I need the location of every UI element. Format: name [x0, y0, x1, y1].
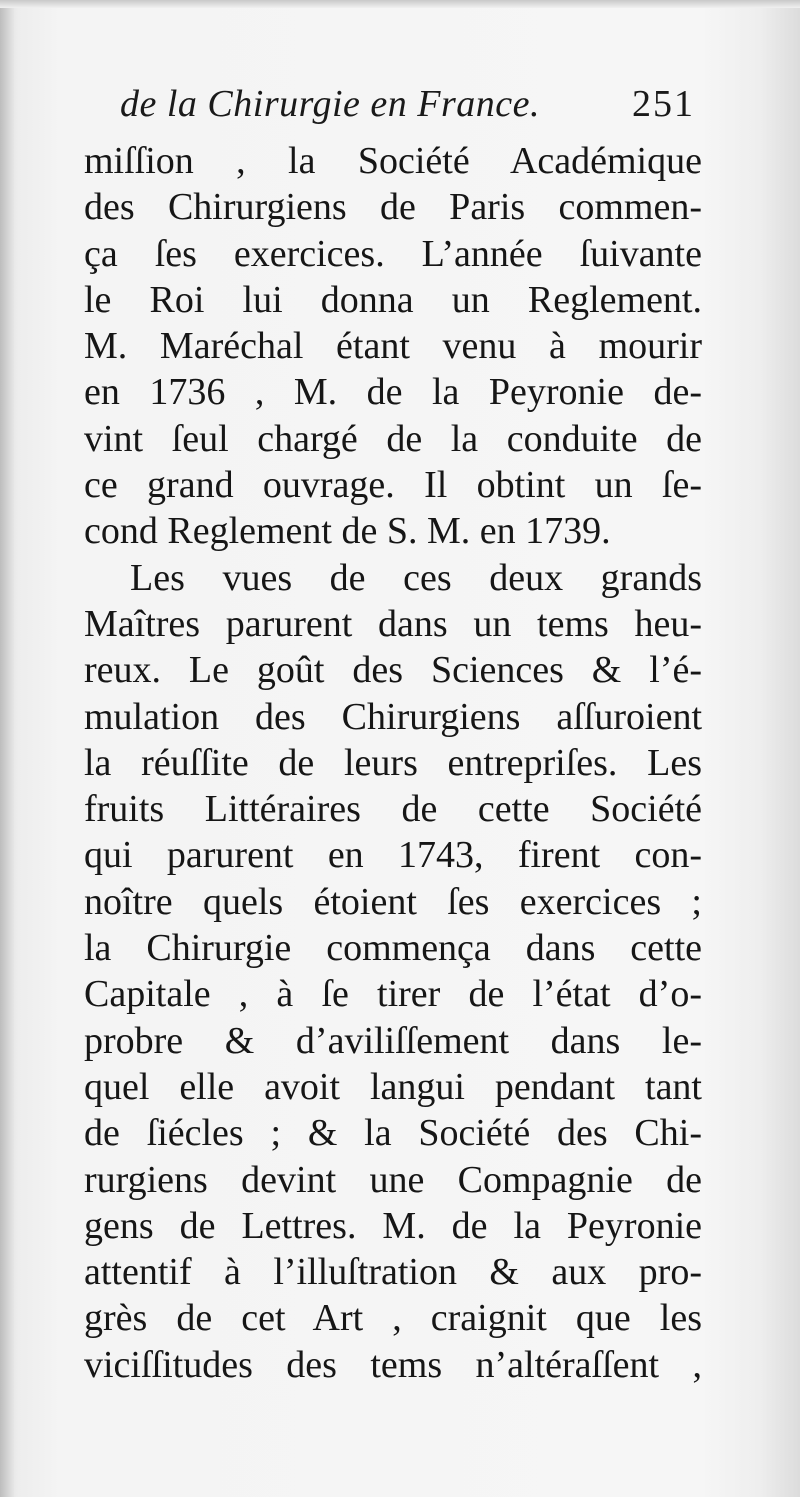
text-line: le Roi lui donna un Reglement.: [84, 278, 702, 321]
text-line: attentif à l’illuſtration & aux pro-: [84, 1251, 702, 1294]
text-line: ce grand ouvrage. Il obtint un ſe-: [84, 464, 702, 507]
text-line: Capitale , à ſe tirer de l’état d’o-: [84, 973, 702, 1016]
page-number: 251: [632, 83, 695, 125]
text-line: noître quels étoient ſes exercices ;: [84, 880, 702, 923]
text-line: M. Maréchal étant venu à mourir: [84, 325, 702, 368]
text-line: vint ſeul chargé de la conduite de: [84, 417, 702, 460]
text-line: la Chirurgie commença dans cette: [84, 927, 702, 970]
text-line: fruits Littéraires de cette Société: [84, 788, 702, 831]
text-line: des Chirurgiens de Paris commen-: [84, 186, 702, 229]
text-line: de ſiécles ; & la Société des Chi-: [84, 1112, 702, 1155]
running-head: [120, 82, 695, 134]
text-line: rurgiens devint une Compagnie de: [84, 1158, 702, 1201]
text-line: la réuſſite de leurs entrepriſes. Les: [84, 741, 702, 784]
text-line: reux. Le goût des Sciences & l’é-: [84, 649, 702, 692]
text-line: cond Reglement de S. M. en 1739.: [84, 510, 611, 553]
text-line: qui parurent en 1743, firent con-: [84, 834, 702, 877]
body-text: [84, 138, 702, 1388]
paragraph-first-line: Les vues de ces deux grands: [130, 556, 702, 599]
page-top-shadow: [0, 0, 800, 8]
text-line: en 1736 , M. de la Peyronie de-: [84, 371, 702, 414]
running-title: de la Chirurgie en France.: [120, 83, 541, 125]
text-line: probre & d’aviliſſement dans le-: [84, 1019, 702, 1062]
text-line: quel elle avoit langui pendant tant: [84, 1065, 702, 1108]
text-line: grès de cet Art , craignit que les: [84, 1297, 702, 1340]
text-line: ça ſes exercices. L’année ſuivante: [84, 232, 702, 275]
page-edge-shadow: [0, 0, 14, 1497]
text-line: miſſion , la Société Académique: [84, 140, 702, 182]
text-line: viciſſitudes des tems n’altéraſſent ,: [84, 1343, 702, 1386]
text-line: Maîtres parurent dans un tems heu-: [84, 602, 702, 645]
text-line: mulation des Chirurgiens aſſuroient: [84, 695, 702, 738]
text-line: gens de Lettres. M. de la Peyronie: [84, 1204, 702, 1247]
